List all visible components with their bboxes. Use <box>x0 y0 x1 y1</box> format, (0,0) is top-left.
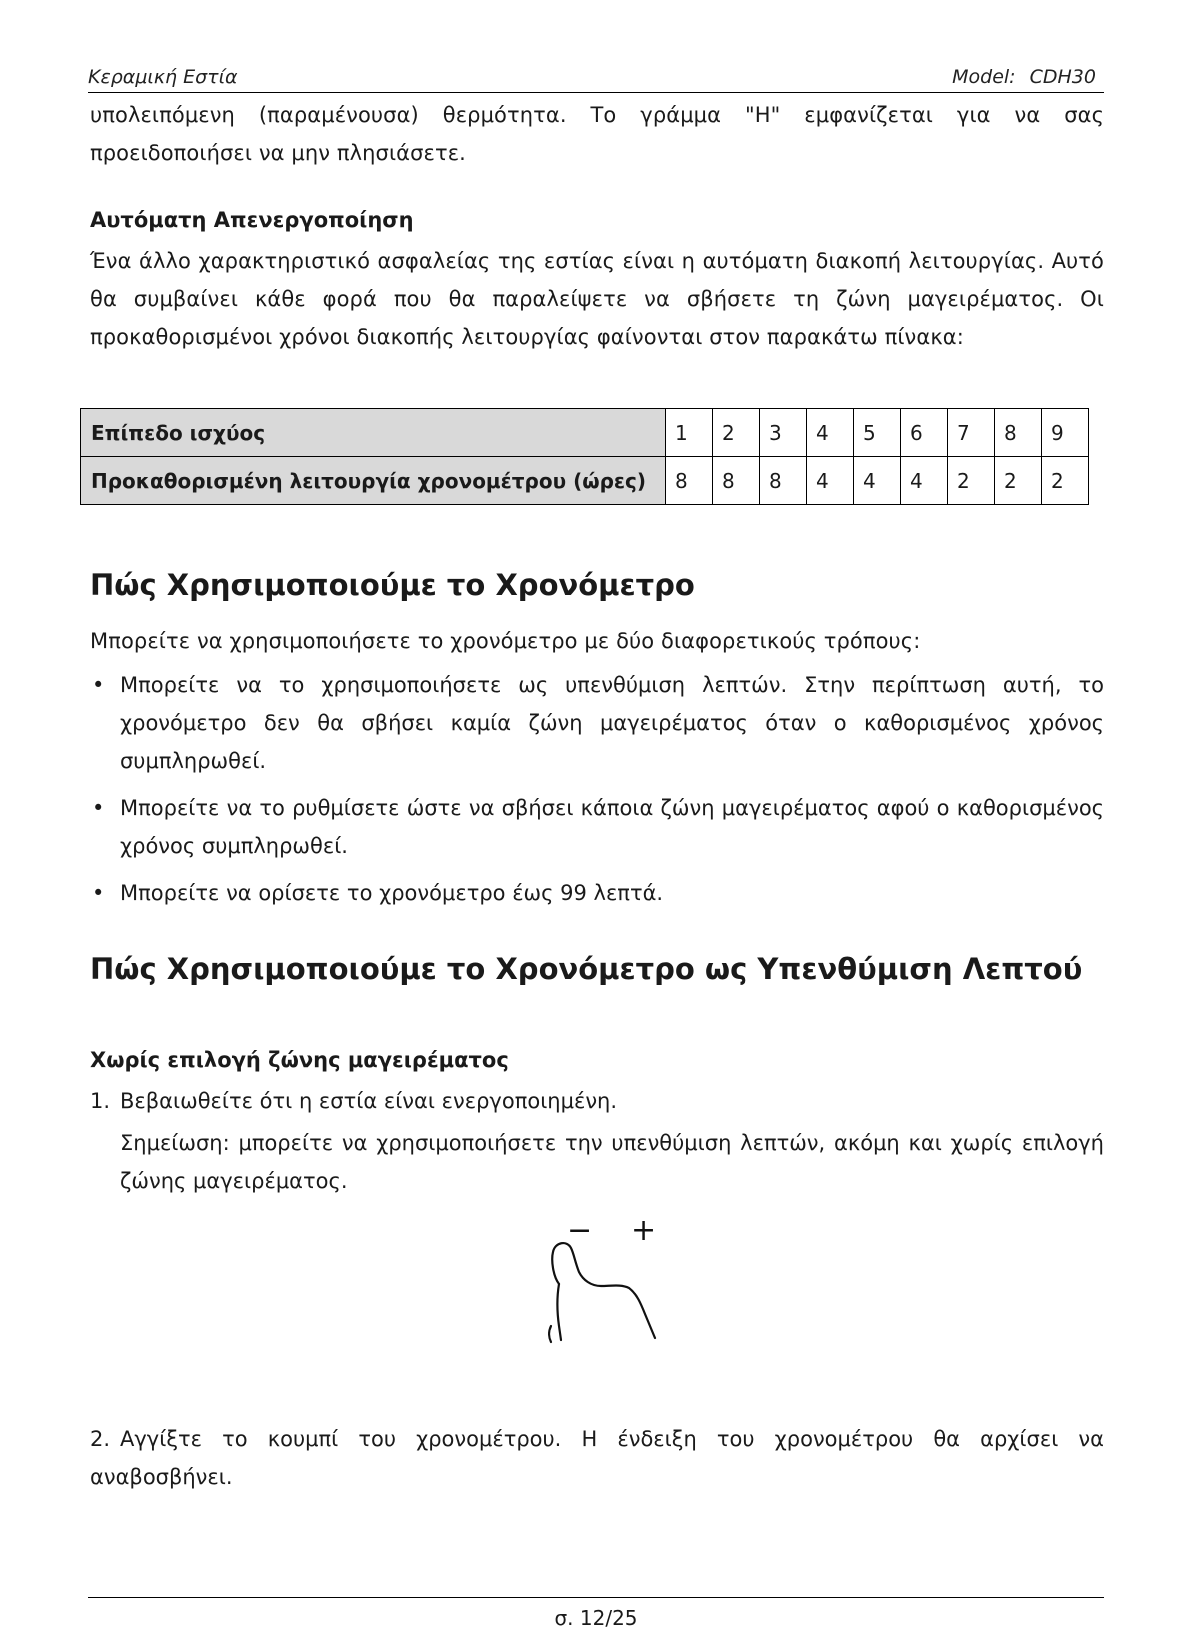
touch-hand-icon <box>545 1216 695 1366</box>
list-item: • Μπορείτε να το χρησιμοποιήσετε ως υπενθύμιση λεπτών. Στην περίπτωση αυτή, το χρονόμετρο δεν θα σβήσει καμία ζώνη μαγειρέματος όταν ο καθορισμένος χρόνος συμπληρωθεί. <box>90 666 1104 780</box>
table-row-timer-hours <box>81 457 1089 505</box>
table-cell: 8 <box>995 409 1042 457</box>
table-cell: 2 <box>713 409 760 457</box>
header-model: Model: CDH30 <box>952 66 1096 88</box>
table-cell: 4 <box>807 457 854 505</box>
reminder-subtitle: Χωρίς επιλογή ζώνης μαγειρέματος <box>90 1048 509 1072</box>
auto-off-paragraph: Ένα άλλο χαρακτηριστικό ασφαλείας της εστίας είναι η αυτόματη διακοπή λειτουργίας. Αυτό θα συμβαίνει κάθε φορά που θα παραλείψετε να σβήσετε τη ζώνη μαγειρέματος. Οι προκαθορισμένοι χρόνοι διακοπής λειτουργίας φαίνονται στον παρακάτω πίνακα: <box>90 249 1104 349</box>
timer-section-title: Πώς Χρησιμοποιούμε το Χρονόμετρο <box>90 568 695 602</box>
footer-divider <box>88 1597 1104 1598</box>
minus-symbol: − <box>567 1216 593 1248</box>
page-header <box>88 66 1104 93</box>
list-item: • Μπορείτε να ορίσετε το χρονόμετρο έως 99 λεπτά. <box>90 874 1104 912</box>
step-number: 1. <box>90 1089 111 1113</box>
step-1-note: Σημείωση: μπορείτε να χρησιμοποιήσετε την υπενθύμιση λεπτών, ακόμη και χωρίς επιλογή ζώνης μαγειρέματος. <box>120 1131 1104 1193</box>
table-cell: 9 <box>1042 409 1089 457</box>
table-cell: 2 <box>1042 457 1089 505</box>
timer-hours-label: Προκαθορισμένη λειτουργία χρονομέτρου (ώρες) <box>81 457 666 505</box>
list-item: • Μπορείτε να το ρυθμίσετε ώστε να σβήσει κάποια ζώνη μαγειρέματος αφού ο καθορισμένος χρόνος συμπληρωθεί. <box>90 789 1104 865</box>
table-cell: 8 <box>760 457 807 505</box>
table-cell: 5 <box>854 409 901 457</box>
timer-section-intro: Μπορείτε να χρησιμοποιήσετε το χρονόμετρο με δύο διαφορετικούς τρόπους: <box>90 629 921 653</box>
auto-off-heading: Αυτόματη Απενεργοποίηση <box>90 208 414 232</box>
touch-control-figure <box>545 1216 695 1366</box>
shutoff-table <box>80 408 1089 505</box>
intro-paragraph: υπολειπόμενη (παραμένουσα) θερμότητα. Το γράμμα "H" εμφανίζεται για να σας προειδοποιήσει να μην πλησιάσετε. <box>90 103 1104 165</box>
header-product: Κεραμική Εστία <box>88 66 238 88</box>
table-cell: 4 <box>807 409 854 457</box>
step-text: Βεβαιωθείτε ότι η εστία είναι ενεργοποιημένη. <box>120 1089 618 1113</box>
table-cell: 3 <box>760 409 807 457</box>
table-cell: 4 <box>901 457 948 505</box>
page-number: σ. 12/25 <box>554 1606 638 1630</box>
power-level-label: Επίπεδο ισχύος <box>81 409 666 457</box>
table-row-power-level <box>81 409 1089 457</box>
table-cell: 8 <box>666 457 713 505</box>
table-cell: 2 <box>948 457 995 505</box>
table-cell: 6 <box>901 409 948 457</box>
step-1 <box>90 1082 1104 1120</box>
step-number: 2. <box>90 1427 111 1451</box>
table-cell: 1 <box>666 409 713 457</box>
step-2 <box>90 1420 1104 1496</box>
plus-symbol: + <box>631 1216 657 1248</box>
reminder-section-title: Πώς Χρησιμοποιούμε το Χρονόμετρο ως Υπενθύμιση Λεπτού <box>90 952 1083 986</box>
table-cell: 7 <box>948 409 995 457</box>
table-cell: 8 <box>713 457 760 505</box>
table-cell: 2 <box>995 457 1042 505</box>
timer-bullet-list <box>90 666 1104 921</box>
table-cell: 4 <box>854 457 901 505</box>
step-text: Αγγίξτε το κουμπί του χρονομέτρου. Η ένδειξη του χρονομέτρου θα αρχίσει να αναβοσβήνει. <box>90 1427 1104 1489</box>
